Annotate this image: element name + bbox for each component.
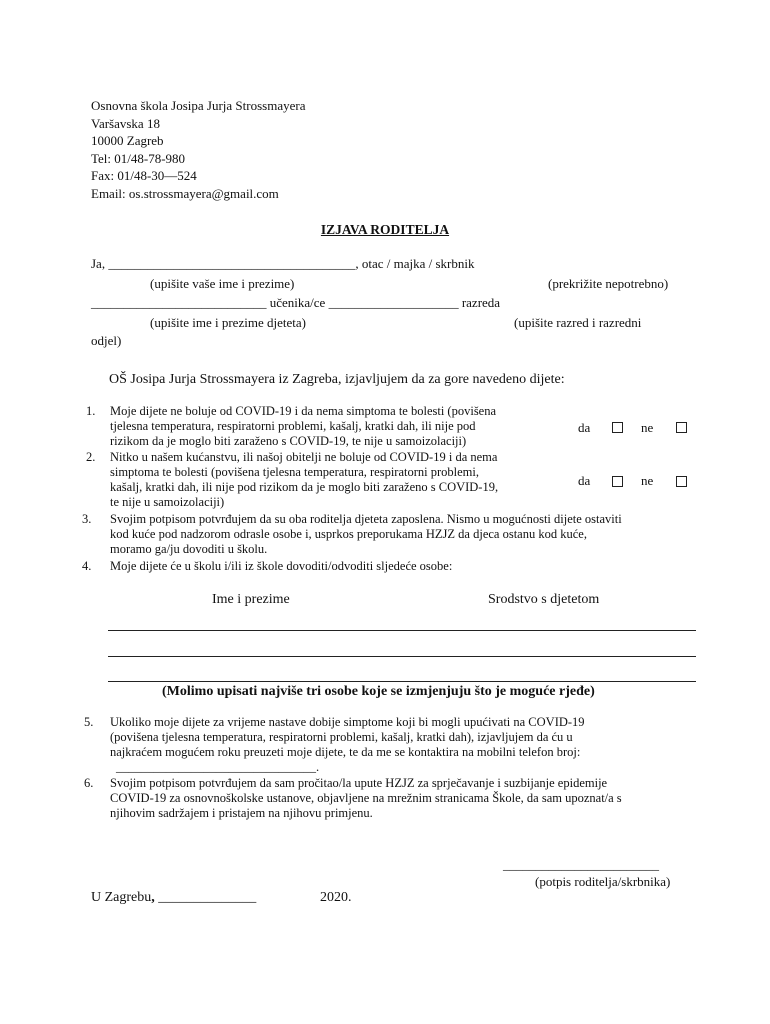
item-2-yes-label: da xyxy=(578,473,591,488)
item-3-line: Svojim potpisom potvrđujem da su oba roditelja djeteta zaposlena. Nismo u mogućnosti dijete ostaviti xyxy=(110,512,622,526)
item-2-yes-checkbox[interactable] xyxy=(612,476,623,487)
item-2-line: kašalj, kratki dah, ili nije pod rizikom da je moglo biti zaraženo s COVID-19, xyxy=(110,480,499,494)
item-1-no-checkbox[interactable] xyxy=(676,422,687,433)
class-label: razreda xyxy=(461,295,501,310)
item-2-text xyxy=(110,450,498,510)
year-label: 2020. xyxy=(320,890,352,905)
parent-role: , otac / majka / skrbnik xyxy=(355,256,475,271)
declaration-text: OŠ Josipa Jurja Strossmayera iz Zagreba, izjavljujem da za gore navedeno dijete: xyxy=(109,372,565,387)
item-4-number: 4. xyxy=(82,559,92,573)
item-5-text xyxy=(110,715,585,775)
item-2-no-label: ne xyxy=(641,473,654,488)
item-2-line: te nije u samoizolaciji) xyxy=(110,495,225,509)
hint-child-name: (upišite ime i prezime djeteta) xyxy=(150,315,306,330)
item-6-line: COVID-19 za osnovnoškolske ustanove, objavljene na mrežnim stranicama Škole, da sam upoznat/a s xyxy=(110,791,622,805)
item-1-line: tjelesna temperatura, respiratorni problemi, kašalj, kratki dah, ili nije pod xyxy=(110,419,476,433)
item-3-text xyxy=(110,512,622,557)
signature-field[interactable]: ________________________ xyxy=(503,857,659,872)
item-2-number: 2. xyxy=(86,450,96,464)
person-row-line[interactable] xyxy=(108,630,696,631)
item-6-number: 6. xyxy=(84,776,94,790)
class-field[interactable]: ____________________ xyxy=(328,295,459,310)
place-label: U Zagrebu xyxy=(91,890,152,905)
child-name-field[interactable]: ___________________________ xyxy=(91,295,267,310)
item-5-line: Ukoliko moje dijete za vrijeme nastave dobije simptome koji bi mogli upućivati na COVID-19 xyxy=(110,715,585,729)
item-6-line: njihovim sadržajem i pristajem na njihovu primjenu. xyxy=(110,806,373,820)
item-2-no-checkbox[interactable] xyxy=(676,476,687,487)
item-3-line: moramo ga/ju dovoditi u školu. xyxy=(110,542,268,556)
school-street: Varšavska 18 xyxy=(91,115,160,131)
place-date-line xyxy=(91,889,256,906)
item-5-line: (povišena tjelesna temperatura, respiratorni problemi, kašalj, kratki dah), izjavljujem da ću u xyxy=(110,730,573,744)
date-field[interactable]: ______________ xyxy=(158,890,257,905)
signature-label: (potpis roditelja/skrbnika) xyxy=(535,874,671,889)
item-5-line: najkraćem mogućem roku preuzeti moje dijete, te da me se kontaktira na mobilni telefon broj: xyxy=(110,745,581,759)
item-1-yes-label: da xyxy=(578,420,591,435)
parent-name-field[interactable]: ______________________________________ xyxy=(108,256,356,271)
item-6-line: Svojim potpisom potvrđujem da sam pročitao/la upute HZJZ za sprječavanje i suzbijanje epidemije xyxy=(110,776,608,790)
student-label: učenika/ce xyxy=(269,295,326,310)
item-1-text xyxy=(110,404,496,449)
hint-class-cont: odjel) xyxy=(91,333,122,348)
intro-line-2 xyxy=(91,295,500,311)
phone-number-field[interactable]: ________________________________. xyxy=(116,760,320,774)
hint-parent-name: (upišite vaše ime i prezime) xyxy=(150,276,295,291)
school-tel: Tel: 01/48-78-980 xyxy=(91,150,186,166)
col-name-header: Ime i prezime xyxy=(212,592,290,607)
intro-line-1 xyxy=(91,256,474,272)
hint-cross-out: (prekrižite nepotrebno) xyxy=(548,276,669,291)
person-row-line[interactable] xyxy=(108,681,696,682)
school-header xyxy=(91,97,305,203)
item-4-text: Moje dijete će u školu i/ili iz škole dovoditi/odvoditi sljedeće osobe: xyxy=(110,559,453,573)
item-1-line: rizikom da je moglo biti zaraženo s COVID-19, te nije u samoizolaciji) xyxy=(110,434,467,448)
school-fax: Fax: 01/48-30—524 xyxy=(91,168,197,184)
school-city: 10000 Zagreb xyxy=(91,133,164,149)
item-5-number: 5. xyxy=(84,715,94,729)
item-3-number: 3. xyxy=(82,512,92,526)
item-2-line: simptoma te bolesti (povišena tjelesna temperatura, respiratorni problemi, xyxy=(110,465,479,479)
hint-class: (upišite razred i razredni xyxy=(514,315,642,330)
persons-note: (Molimo upisati najviše tri osobe koje se izmjenjuju što je moguće rjeđe) xyxy=(162,684,595,699)
document-title: IZJAVA RODITELJA xyxy=(320,222,450,237)
item-1-line: Moje dijete ne boluje od COVID-19 i da nema simptoma te bolesti (povišena xyxy=(110,404,497,418)
item-6-text xyxy=(110,776,622,821)
school-name: Osnovna škola Josipa Jurja Strossmayera xyxy=(91,98,306,113)
item-2-line: Nitko u našem kućanstvu, ili našoj obitelji ne boluje od COVID-19 i da nema xyxy=(110,450,498,464)
intro-prefix: Ja, xyxy=(91,256,106,271)
item-3-line: kod kuće pod nadzorom odrasle osobe i, usprkos preporukama HZJZ da djeca ostanu kod kuće, xyxy=(110,527,587,541)
school-email: Email: os.strossmayera@gmail.com xyxy=(91,185,279,201)
person-row-line[interactable] xyxy=(108,656,696,657)
item-1-no-label: ne xyxy=(641,420,654,435)
item-1-yes-checkbox[interactable] xyxy=(612,422,623,433)
place-comma: , xyxy=(151,890,155,905)
item-1-number: 1. xyxy=(86,404,96,418)
col-relation-header: Srodstvo s djetetom xyxy=(488,592,600,607)
